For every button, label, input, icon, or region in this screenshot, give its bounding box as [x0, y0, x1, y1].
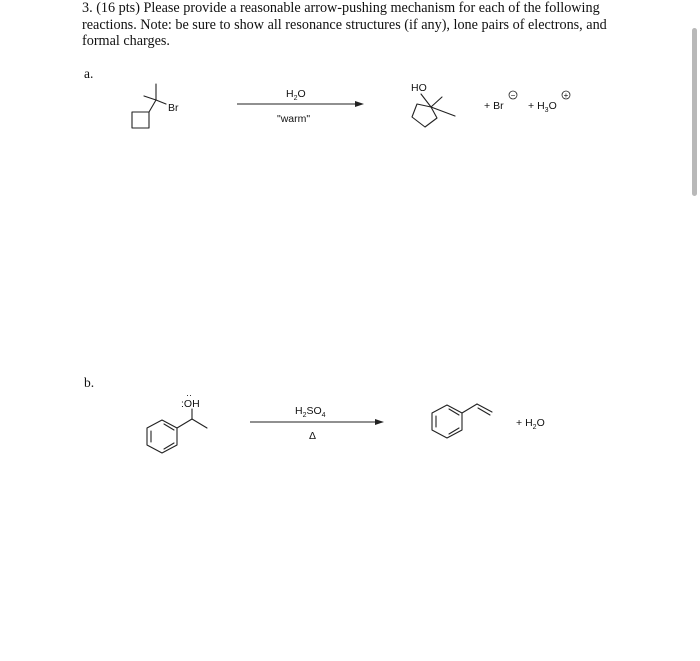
reagent-a-water: $H_2O$: [286, 88, 306, 102]
part-b-label: b.: [84, 375, 95, 390]
byproduct-bromide: + Br: [484, 100, 504, 112]
svg-text:+: +: [563, 91, 569, 100]
reactant-b-oh-label: :OH: [181, 398, 200, 410]
reagent-b-acid: $H_2SO_4$: [295, 405, 326, 419]
product-b-structure: [432, 404, 492, 438]
part-a-label: a.: [84, 66, 94, 81]
product-a-ho-label: HO: [411, 82, 427, 94]
negative-charge-icon: [509, 91, 517, 100]
reactant-a-br-label: Br: [168, 102, 179, 114]
question-text: 3. (16 pts) Please provide a reasonable arrow-pushing mechanism for each of the following reactions. Note: be sure to show all resonance structures (if any), lone pairs of electrons, and formal charges.: [82, 0, 607, 49]
svg-text:−: −: [510, 91, 516, 100]
reactant-a-structure: [132, 84, 179, 128]
reactant-b-structure: [147, 409, 207, 453]
byproduct-water: + $H_2O$: [516, 417, 545, 431]
oh-lone-pair-dots: ··: [186, 390, 192, 400]
reaction-arrow-a: [237, 101, 364, 107]
reaction-arrow-b: [250, 419, 384, 425]
product-a-structure: [411, 82, 455, 127]
reagent-b-heat: Δ: [309, 430, 317, 442]
byproduct-hydronium: + $H_3O$: [528, 100, 557, 114]
positive-charge-icon: [562, 91, 570, 100]
vertical-scrollbar[interactable]: [692, 28, 697, 196]
reagent-a-condition: "warm": [277, 113, 311, 125]
